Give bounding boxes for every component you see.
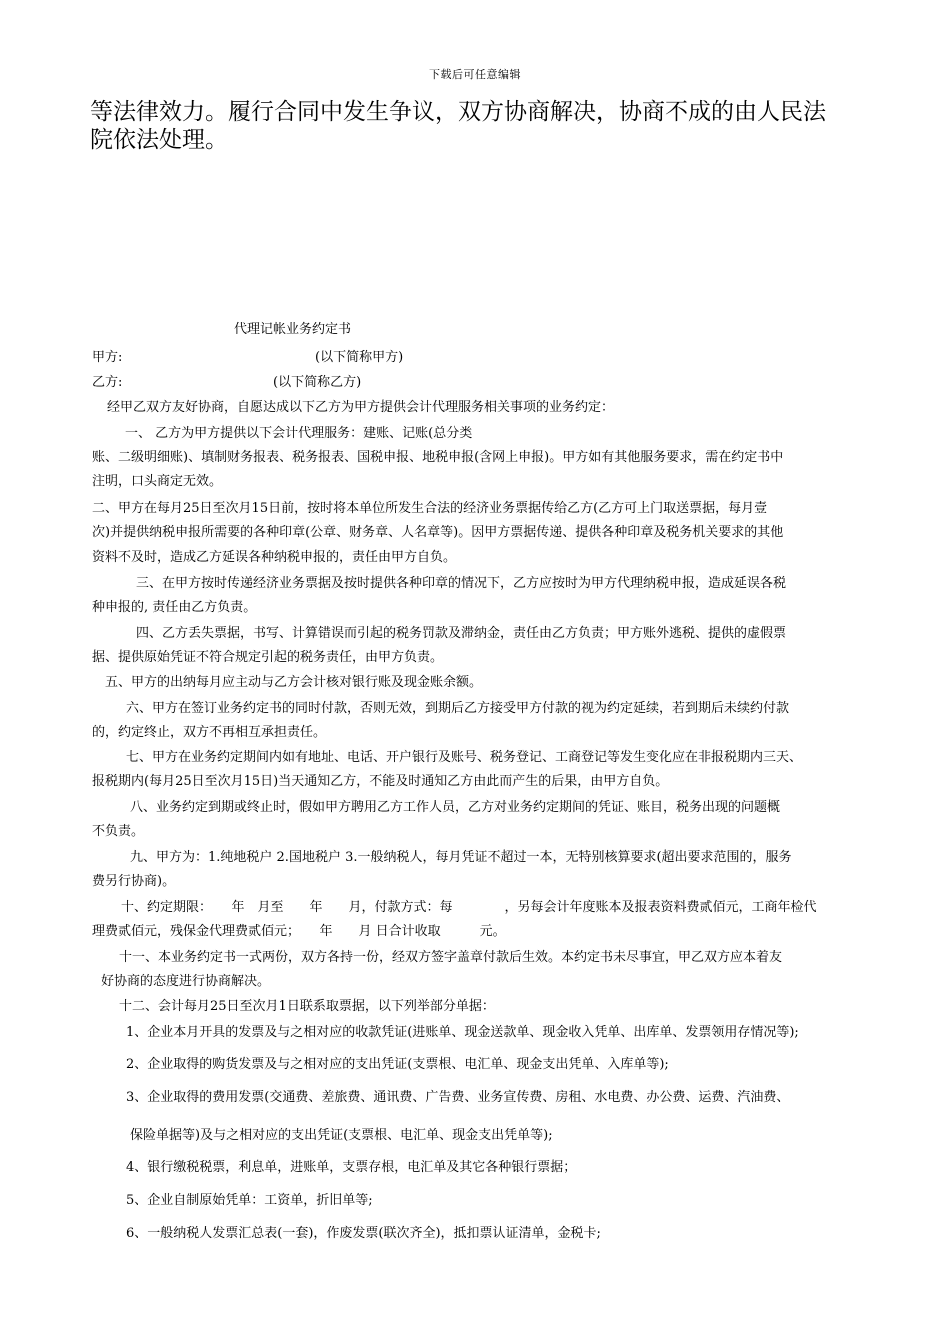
doc-item-3-line-1: 3、企业取得的费用发票(交通费、差旅费、通讯费、广告费、业务宣传费、房租、水电费、办公费、运费、汽油费、 xyxy=(126,1090,790,1105)
intro-paragraph xyxy=(90,98,870,154)
clause-6-line-2: 的，约定终止，双方不再相互承担责任。 xyxy=(92,725,327,740)
clause-2-line-3: 资料不及时，造成乙方延误各种纳税申报的，责任由甲方自负。 xyxy=(92,550,457,565)
document-title: 代理记帐业务约定书 xyxy=(234,322,352,337)
clause-4-line-2: 据、提供原始凭证不符合规定引起的税务责任，由甲方负责。 xyxy=(92,650,444,665)
doc-item-5: 5、企业自制原始凭单：工资单，折旧单等; xyxy=(126,1193,373,1208)
clause-11-line-1: 十一、本业务约定书一式两份，双方各持一份，经双方签字盖章付款后生效。本约定书未尽事宜，甲乙双方应本着友 xyxy=(119,950,783,965)
intro-line-2: 院依法处理。 xyxy=(90,127,228,153)
doc-item-2: 2、企业取得的购货发票及与之相对应的支出凭证(支票根、电汇单、现金支出凭单、入库单等); xyxy=(126,1057,669,1072)
clause-6-line-1: 六、甲方在签订业务约定书的同时付款，否则无效，到期后乙方接受甲方付款的视为约定延续，若到期后未续约付款 xyxy=(126,701,790,716)
doc-item-1: 1、企业本月开具的发票及与之相对应的收款凭证(进账单、现金送款单、现金收入凭单、出库单、发票领用存情况等); xyxy=(126,1025,799,1040)
clause-3-line-2: 种申报的, 责任由乙方负责。 xyxy=(92,600,257,615)
clause-7-line-2: 报税期内(每月25日至次月15日)当天通知乙方，不能及时通知乙方由此而产生的后果，由甲方自负。 xyxy=(92,774,669,789)
clause-7-line-1: 七、甲方在业务约定期间内如有地址、电话、开户银行及账号、税务登记、工商登记等发生变化应在非报税期内三天、 xyxy=(126,750,803,765)
preamble: 经甲乙双方友好协商，自愿达成以下乙方为甲方提供会计代理服务相关事项的业务约定： xyxy=(107,400,615,415)
clause-2-line-2: 次)并提供纳税申报所需要的各种印章(公章、财务章、人名章等)。因甲方票据传递、提供各种印章及税务机关要求的其他 xyxy=(92,525,784,540)
clause-2-line-1: 二、甲方在每月25日至次月15日前，按时将本单位所发生合法的经济业务票据传给乙方(乙方可上门取送票据，每月壹 xyxy=(92,501,768,516)
clause-3-line-1: 三、在甲方按时传递经济业务票据及按时提供各种印章的情况下，乙方应按时为甲方代理纳税申报，造成延误各税 xyxy=(136,576,787,591)
intro-line-1: 等法律效力。履行合同中发生争议，双方协商解决，协商不成的由人民法 xyxy=(90,99,826,125)
page-header: 下载后可任意编辑 xyxy=(429,68,521,81)
party-b-label: 乙方: xyxy=(92,375,123,390)
doc-item-4: 4、银行缴税税票，利息单，进账单，支票存根，电汇单及其它各种银行票据； xyxy=(126,1160,577,1175)
doc-item-3-line-2: 保险单据等)及与之相对应的支出凭证(支票根、电汇单、现金支出凭单等); xyxy=(130,1128,553,1143)
party-a-label: 甲方: xyxy=(92,350,123,365)
clause-5: 五、甲方的出纳每月应主动与乙方会计核对银行账及现金账余额。 xyxy=(105,675,483,690)
clause-8-line-1: 八、业务约定到期或终止时，假如甲方聘用乙方工作人员，乙方对业务约定期间的凭证、账目，税务出现的问题概 xyxy=(130,800,781,815)
clause-9-line-1: 九、甲方为：1.纯地税户 2.国地税户 3.一般纳税人，每月凭证不超过一本，无特别核算要求(超出要求范围的，服务 xyxy=(130,850,792,865)
clause-4-line-1: 四、乙方丢失票据，书写、计算错误而引起的税务罚款及滞纳金，责任由乙方负责；甲方账外逃税、提供的虚假票 xyxy=(136,626,787,641)
clause-10-line-1: 十、约定期限： 年 月至 年 月，付款方式：每 ，另每会计年度账本及报表资料费贰佰元，工商年检代 xyxy=(121,900,817,915)
clause-1-line-3: 注明，口头商定无效。 xyxy=(92,474,223,489)
clause-12: 十二、会计每月25日至次月1日联系取票据，以下列举部分单据： xyxy=(119,999,495,1014)
clause-8-line-2: 不负责。 xyxy=(92,824,145,839)
clause-9-line-2: 费另行协商)。 xyxy=(92,874,176,889)
clause-1-line-2: 账、二级明细账)、填制财务报表、税务报表、国税申报、地税申报(含网上申报)。甲方如有其他服务要求，需在约定书中 xyxy=(92,450,784,465)
doc-item-6: 6、一般纳税人发票汇总表(一套)，作废发票(联次齐全)，抵扣票认证清单，金税卡; xyxy=(126,1226,601,1241)
party-a-suffix: (以下简称甲方) xyxy=(315,350,404,365)
clause-11-line-2: 好协商的态度进行协商解决。 xyxy=(101,974,271,989)
clause-10-line-2: 理费贰佰元，残保金代理费贰佰元； 年 月 日合计收取 元。 xyxy=(92,924,506,939)
party-b-suffix: (以下简称乙方) xyxy=(273,375,362,390)
clause-1-line-1: 一、 乙方为甲方提供以下会计代理服务：建账、记账(总分类 xyxy=(125,426,473,441)
